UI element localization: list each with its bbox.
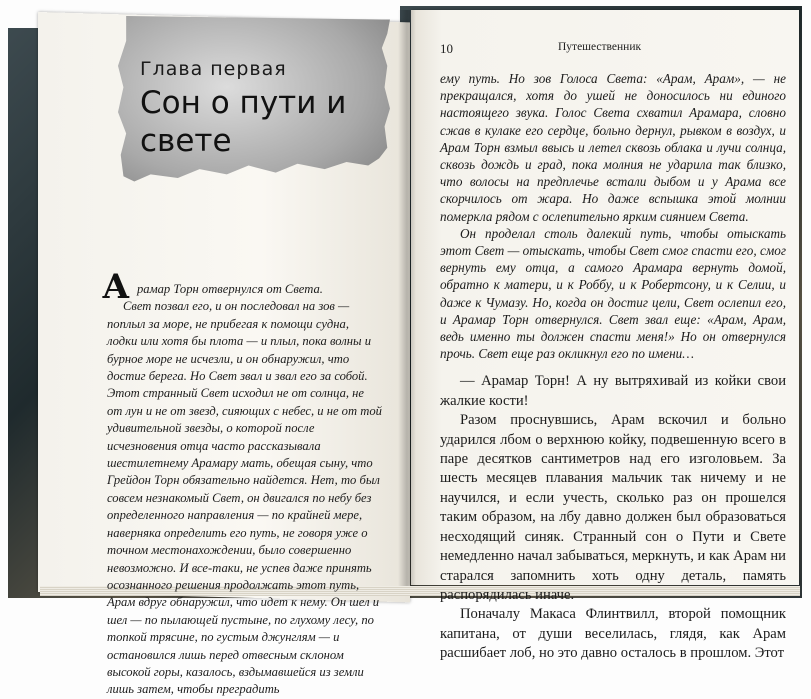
left-paragraph: Свет позвал его, и он последовал на зов — поплыл за море, не прибегая к помощи судна, лодки или хотя бы плота — и плыл, пока волны и бурное море не исчезли, и он обнаружил, что достиг берега. Но Свет звал и звал его за собой. Этот странный Свет исходил не от солнца, не от лун и не от звезд, сияющих с небес, и не от той удивительной звезды, о которой после исчезновения отца часто рассказывала шестилетнему Арамару мать, обещая сыну, что Грейдон Торн обязательно найдется. Нет, то был совсем незнакомый Свет, он двигался по небу без определенного направления — по крайней мере, наверняка определить его путь, не говоря уже о точном местонахождении, было совершенно невозможно. И все-таки, не успев даже принять осознанного решения продолжать этот путь, Арам вдруг обнаружил, что идет к нему. Он шел и шел — по пылающей пустыне, по глухому лесу, по топкой трясине, по густым джунглям — и остановился лишь перед отвесным склоном высокой горы, казалось, вздымавшейся из земли лишь затем, чтобы преградить	[107, 299, 382, 697]
first-line: рамар Торн отвернулся от Света.	[137, 282, 323, 296]
right-italic-paragraph: ему путь. Но зов Голоса Света: «Арам, Арам», — не прекращался, хотя до ушей не доносилось ни единого настоящего звука. Голос Света схватил Арамара, словно сжав в кулаке его сердце, больно дернул, рывком в воздух, и Арам Торн взмыл ввысь и летел сквозь облака и лучи солнца, сквозь дождь и град, пока молния не ударила так близко, что волосы на предплечье встали дыбом и у Арама все скорчилось от жара. Но даже вспышка этой молнии померкла рядом с ослепительно ярким сиянием Света.	[440, 71, 786, 224]
right-paragraph: — Арамар Торн! А ну вытряхивай из койки свои жалкие кости!	[440, 373, 786, 409]
right-italic-paragraph: Он проделал столь далекий путь, чтобы отыскать этот Свет — отыскать, чтобы Свет смог спасти его, смог вернуть ему отца, а самого Арамара вернуть домой, обратно к матери, и к Роббу, и к Робертсону, и к Селии, и даже к Чумазу. Но, когда он достиг цели, Свет ослепил его, и Арамар Торн отвернулся. Свет звал еще: «Арам, Арам, ведь именно ты должен спасти меня!» Но он отвернулся прочь. Свет еще раз окликнул его по имени…	[440, 225, 786, 362]
running-title: Путешественник	[558, 41, 642, 53]
page-number: 10	[440, 41, 453, 56]
svg-text:А: А	[102, 268, 130, 302]
chapter-label: Глава первая	[140, 58, 287, 80]
right-paragraph: Разом проснувшись, Арам вскочил и больно ударился лбом о верхнюю койку, подвешенную всего в паре десятков сантиметров над его изголовьем. За шесть месяцев плавания мальчик так ничему и не научился, и если учесть, сколько раз он прошелся таким образом, на лбу давно должен был образоваться несходящий синяк. Странный сон о Пути и Свете немедленно начал забываться, меркнуть, и как Арам ни старался запомнить хоть одну деталь, память распорядилась иначе.	[440, 412, 786, 603]
right-paragraph: Поначалу Макаса Флинтвилл, второй помощник капитана, от души веселилась, глядя, как Арам расшибает лоб, но это давно осталось в прошлом. Этот	[440, 606, 786, 662]
right-body-text	[440, 70, 786, 664]
left-body-text	[107, 281, 382, 699]
chapter-title: Сон о пути и свете	[140, 85, 347, 159]
running-header	[440, 41, 780, 57]
book-gutter	[398, 10, 416, 592]
